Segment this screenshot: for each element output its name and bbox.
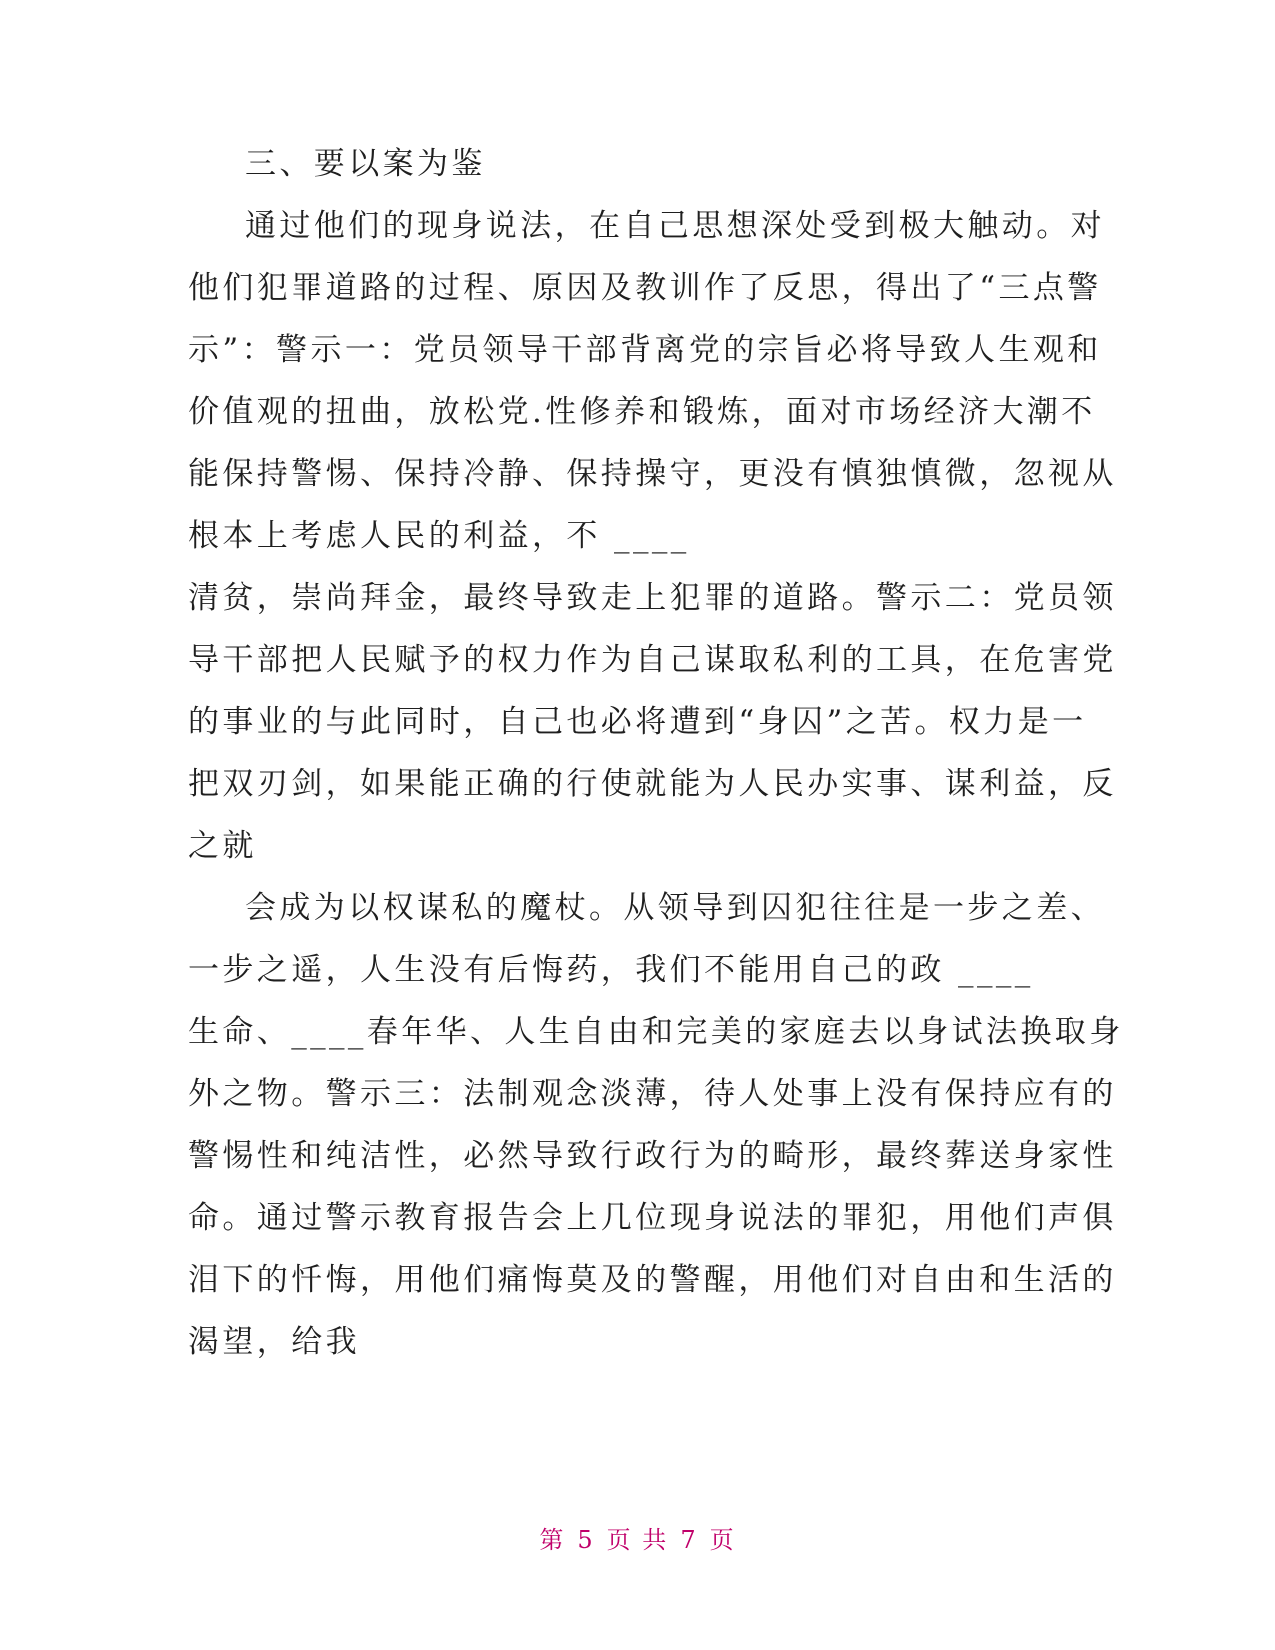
body-line: 泪下的忏悔，用他们痛悔莫及的警醒，用他们对自由和生活的	[188, 1262, 1117, 1298]
body-line: 的事业的与此同时，自己也必将遭到“身囚”之苦。权力是一	[188, 704, 1087, 740]
page-footer	[0, 1520, 1275, 1555]
footer-prefix: 第	[539, 1526, 566, 1554]
body-line: 导干部把人民赋予的权力作为自己谋取私利的工具，在危害党	[188, 642, 1117, 678]
body-line: 渴望，给我	[188, 1324, 360, 1360]
footer-suffix: 页	[709, 1526, 736, 1554]
body-line: 外之物。警示三：法制观念淡薄，待人处事上没有保持应有的	[188, 1076, 1117, 1112]
body-line: 命。通过警示教育报告会上几位现身说法的罪犯，用他们声俱	[188, 1200, 1117, 1236]
body-line: 价值观的扭曲，放松党.性修养和锻炼，面对市场经济大潮不	[188, 394, 1096, 430]
body-line: 生命、____春年华、人生自由和完美的家庭去以身试法换取身	[188, 1014, 1124, 1050]
body-line: 清贫，崇尚拜金，最终导致走上犯罪的道路。警示二：党员领	[188, 580, 1117, 616]
body-line: 一步之遥，人生没有后悔药，我们不能用自己的政 ____	[188, 952, 1034, 988]
body-line: 会成为以权谋私的魔杖。从领导到囚犯往往是一步之差、	[245, 890, 1105, 926]
body-line: 他们犯罪道路的过程、原因及教训作了反思，得出了“三点警	[188, 270, 1102, 306]
body-line: 把双刃剑，如果能正确的行使就能为人民办实事、谋利益，反	[188, 766, 1117, 802]
footer-current-page: 5	[577, 1526, 595, 1554]
body-line: 通过他们的现身说法，在自己思想深处受到极大触动。对	[245, 208, 1105, 244]
body-line: 示”：警示一：党员领导干部背离党的宗旨必将导致人生观和	[188, 332, 1102, 368]
body-line: 之就	[188, 828, 257, 864]
section-heading: 三、要以案为鉴	[245, 146, 486, 182]
body-line: 根本上考虑人民的利益，不 ____	[188, 518, 690, 554]
footer-total-pages: 7	[680, 1526, 698, 1554]
body-line: 警惕性和纯洁性，必然导致行政行为的畸形，最终葬送身家性	[188, 1138, 1117, 1174]
footer-middle: 页 共	[606, 1526, 669, 1554]
body-line: 能保持警惕、保持冷静、保持操守，更没有慎独慎微，忽视从	[188, 456, 1117, 492]
